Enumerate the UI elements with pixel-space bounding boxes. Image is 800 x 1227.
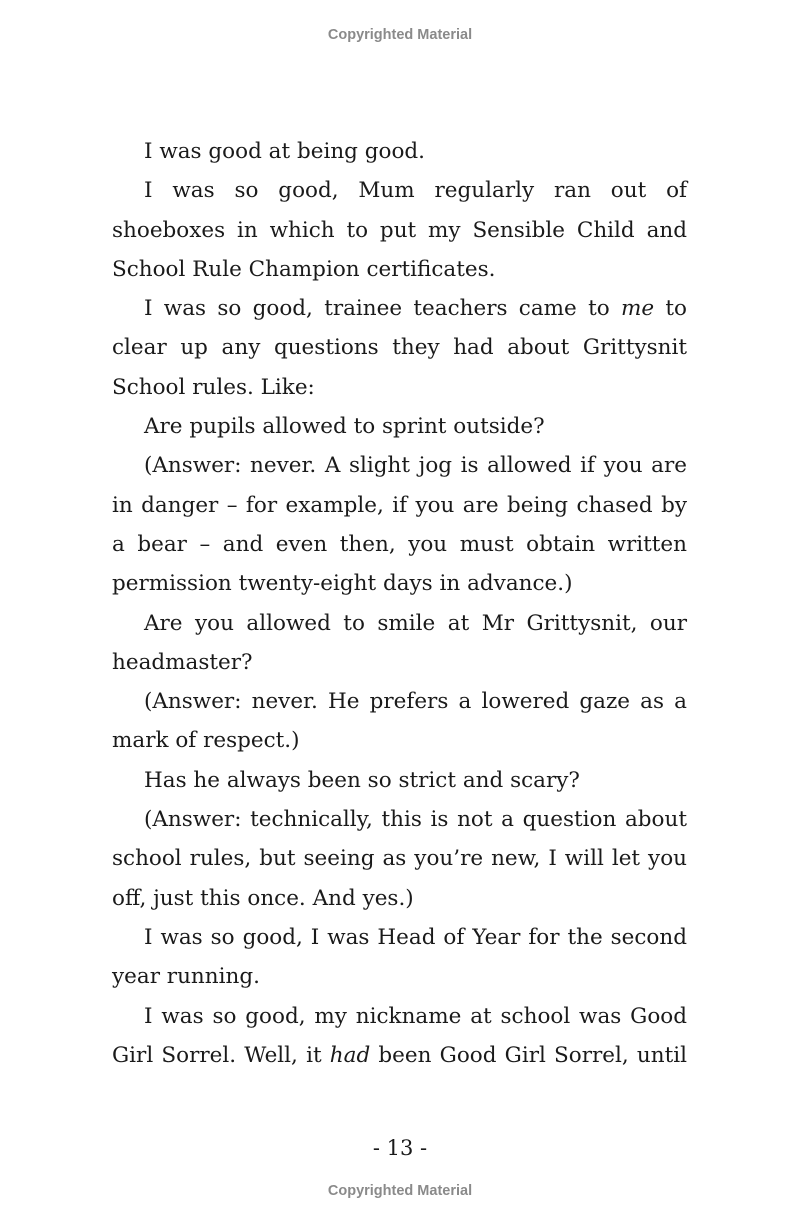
paragraph: Are you allowed to smile at Mr Grittysnit, our headmaster? bbox=[112, 610, 687, 675]
paragraph: I was so good, Mum regularly ran out of shoeboxes in which to put my Sensible Child and School Rule Champion certificates. bbox=[112, 178, 687, 282]
paragraph-text: I was so good, my nickname at school was Good Girl Sorrel. Well, it bbox=[112, 1003, 687, 1068]
emphasized-text: me bbox=[620, 296, 655, 322]
paragraph: I was good at being good. bbox=[144, 139, 426, 164]
paragraph: I was so good, I was Head of Year for the second year running. bbox=[112, 924, 687, 990]
paragraph: (Answer: technically, this is not a question about school rules, but seeing as you’re new, I will let you off, just this once. And yes.) bbox=[112, 807, 687, 911]
copyright-watermark-top: Copyrighted Material bbox=[327, 27, 473, 43]
paragraph-text: I was so good, trainee teachers came to bbox=[144, 296, 621, 322]
paragraph: (Answer: never. He prefers a lowered gaze as a mark of respect.) bbox=[112, 689, 687, 754]
emphasized-text: had bbox=[329, 1042, 371, 1068]
paragraph: (Answer: never. A slight jog is allowed if you are in danger – for example, if you are being chased by a bear – and even then, you must obtain written permission twenty-eight days in advance.) bbox=[112, 453, 687, 597]
paragraph-text: to clear up any questions they had about Grittysnit School rules. Like: bbox=[112, 296, 687, 400]
paragraph: Are pupils allowed to sprint outside? bbox=[144, 414, 545, 440]
paragraph bbox=[112, 997, 687, 1076]
copyright-watermark-bottom: Copyrighted Material bbox=[327, 1183, 473, 1199]
page-number: - 13 - bbox=[372, 1136, 428, 1160]
paragraph bbox=[112, 289, 687, 407]
page-body bbox=[112, 132, 687, 1075]
paragraph-text: been Good Girl Sorrel, until bbox=[370, 1042, 687, 1068]
paragraph: Has he always been so strict and scary? bbox=[144, 767, 580, 793]
